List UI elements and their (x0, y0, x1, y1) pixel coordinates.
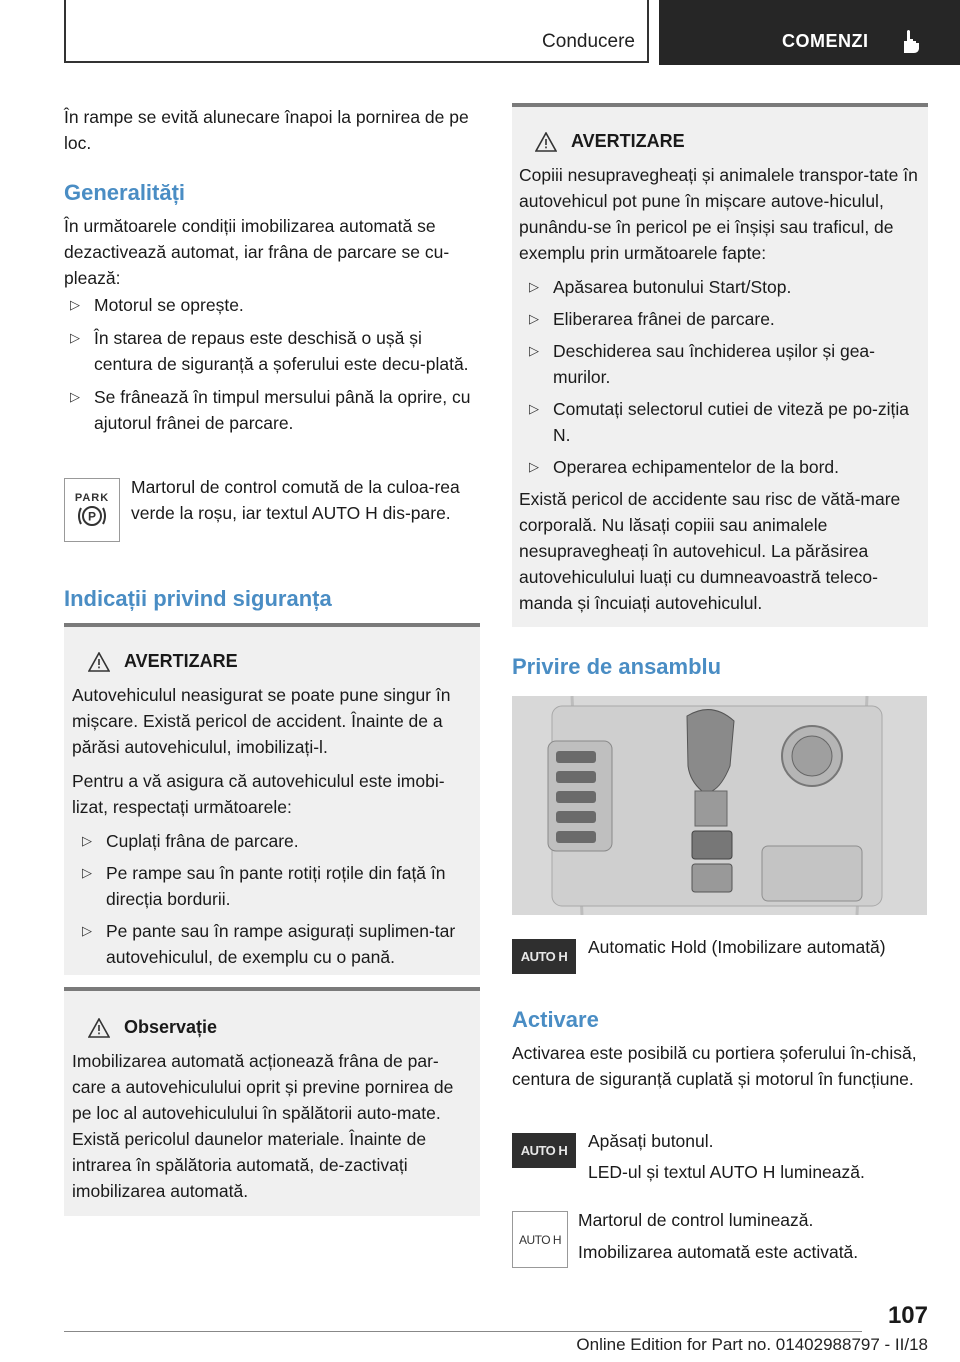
warning-list (519, 274, 921, 480)
bullet-triangle-icon: ▷ (82, 865, 92, 880)
indicator-text: Imobilizarea automată este activată. (578, 1242, 859, 1262)
list-item: ▷ Pe rampe sau în pante rotiți roțile din față în direcția bordurii. (76, 860, 472, 912)
hand-pointer-icon (895, 27, 925, 57)
activation-text: Activarea este posibilă cu portiera șoferului în-chisă, centura de siguranță cuplată și motorul în funcțiune. (512, 1043, 917, 1089)
overview-caption: Automatic Hold (Imobilizare automată) (588, 937, 886, 957)
list-item: ▷ Apăsarea butonului Start/Stop. (523, 274, 921, 300)
intro-text: În rampe se evită alunecare înapoi la pornirea de pe loc. (64, 107, 469, 153)
list-item: ▷ Motorul se oprește. (64, 292, 479, 318)
indicator-text: Martorul de control luminează. (578, 1210, 814, 1230)
header-chapter-title: COMENZI (782, 31, 869, 51)
footer-divider (64, 1331, 862, 1332)
note-heading: Observație (72, 1017, 472, 1038)
indicator-text: Martorul de control comută de la culoa-rea verde la roșu, iar textul AUTO H dis-pare. (131, 477, 460, 523)
list-item: ▷ Operarea echipamentelor de la bord. (523, 454, 921, 480)
list-item: ▷ Pe pante sau în rampe asigurați suplimen-tar autovehiculul, de exemplu cu o pană. (76, 918, 472, 970)
list-item: ▷ Deschiderea sau închiderea ușilor și gea-murilor. (523, 338, 921, 390)
section-title-safety: Indicații privind siguranța (64, 586, 332, 611)
header-section-tab (64, 0, 649, 63)
list-item: ▷ Se frânează în timpul mersului până la oprire, cu ajutorul frânei de parcare. (64, 384, 479, 436)
page-number: 107 (887, 1302, 928, 1329)
step-text: Apăsați butonul. (588, 1131, 714, 1151)
header-section-title: Conducere (542, 31, 635, 52)
warning-text: Autovehiculul neasigurat se poate pune singur în mișcare. Există pericol de accident. Înainte de a părăsi autovehiculul, imobilizați-l. (72, 685, 451, 757)
warning-heading: AVERTIZARE (72, 651, 472, 672)
list-item: ▷ În starea de repaus este deschisă o ușă și centura de siguranță a șoferului este decu-plată. (64, 325, 479, 377)
warning-triangle-icon (88, 652, 110, 672)
warning-triangle-icon (88, 1018, 110, 1038)
list-item: ▷ Cuplați frâna de parcare. (76, 828, 472, 854)
bullet-triangle-icon: ▷ (529, 401, 539, 416)
warning-text: Copiii nesupravegheați și animalele transpor-tate în autovehicul pot pune în mișcare autove-hiculul, punându-se în pericol pe ei înșiși sau traficul, de exemplu prin următoarele fapte: (519, 165, 918, 263)
center-console-photo (512, 696, 927, 915)
auto-h-button-icon: AUTO H (512, 1133, 576, 1168)
list-item: ▷ Comutați selectorul cutiei de viteză pe po-ziția N. (523, 396, 921, 448)
general-list (64, 292, 479, 436)
bullet-triangle-icon: ▷ (529, 279, 539, 294)
section-title-overview: Privire de ansamblu (512, 654, 722, 679)
bullet-triangle-icon: ▷ (529, 311, 539, 326)
bullet-triangle-icon: ▷ (70, 389, 80, 404)
note-box (64, 987, 480, 1216)
list-item: ▷ Eliberarea frânei de parcare. (523, 306, 921, 332)
parking-brake-indicator-icon: PARK P (64, 478, 120, 542)
bullet-triangle-icon: ▷ (70, 330, 80, 345)
bullet-triangle-icon: ▷ (529, 459, 539, 474)
auto-h-button-icon: AUTO H (512, 939, 576, 974)
warning-triangle-icon (535, 132, 557, 152)
warning-list (72, 828, 472, 970)
warning-text: Pentru a vă asigura că autovehiculul este imobi-lizat, respectați următoarele: (72, 771, 445, 817)
general-text: În următoarele condiții imobilizarea automată se dezactivează automat, iar frâna de parcare se cu-plează: (64, 216, 450, 288)
svg-text:P: P (87, 509, 97, 524)
warning-text: Există pericol de accidente sau risc de vătă-mare corporală. Nu lăsați copiii sau animalele nesupravegheați în autovehicul. La părăsirea autovehiculului luați cu dumneavoastră teleco-manda și încuiați autovehiculul. (519, 489, 901, 613)
auto-h-indicator-icon: AUTO H (512, 1211, 568, 1268)
warning-box (64, 623, 480, 975)
warning-heading: AVERTIZARE (519, 131, 921, 152)
warning-box (512, 103, 928, 627)
section-title-activation: Activare (512, 1007, 599, 1032)
bullet-triangle-icon: ▷ (82, 833, 92, 848)
step-text: LED-ul și textul AUTO H luminează. (588, 1162, 865, 1182)
bullet-triangle-icon: ▷ (529, 343, 539, 358)
section-title-general: Generalități (64, 180, 186, 205)
header-chapter-tab (659, 0, 960, 65)
footer-edition: Online Edition for Part no. 01402988797 - II/18 (576, 1335, 928, 1354)
note-text: Imobilizarea automată acționează frâna de par-care a autovehiculului oprit și previne pornirea de pe loc al autovehiculului în spălătorii auto-mate. Există pericolul daunelor materiale. Înainte de intrarea în spălătoria automată, de-zactivați imobilizarea automată. (72, 1051, 454, 1201)
bullet-triangle-icon: ▷ (70, 297, 80, 312)
bullet-triangle-icon: ▷ (82, 923, 92, 938)
